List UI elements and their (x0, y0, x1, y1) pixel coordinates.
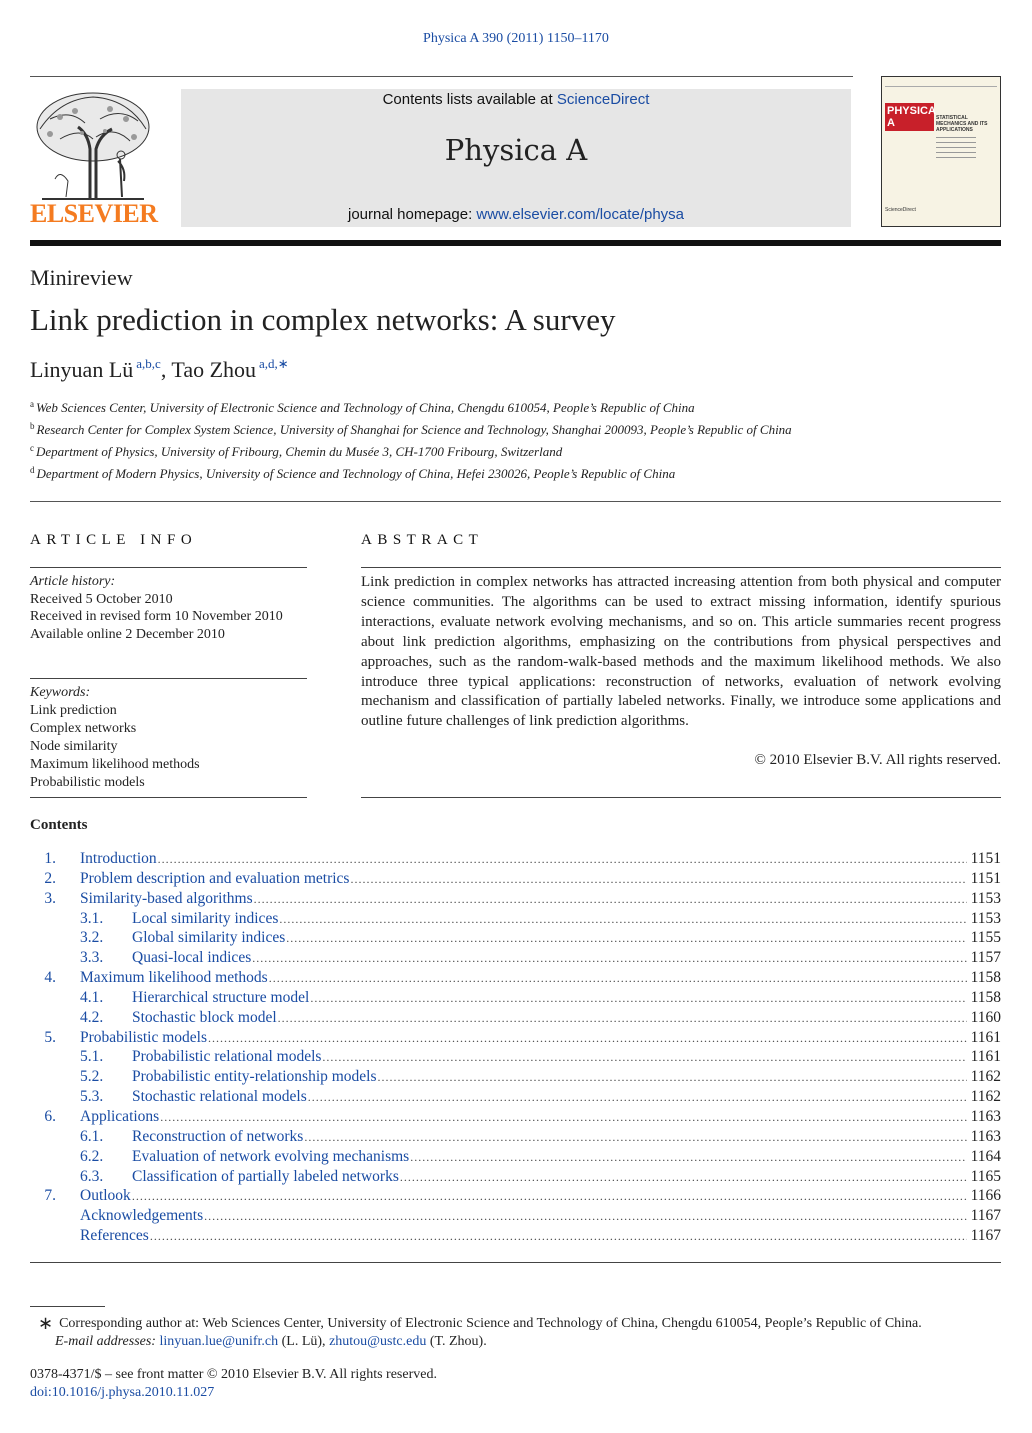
email-link[interactable]: linyuan.lue@unifr.ch (159, 1334, 279, 1349)
toc-entry[interactable] (30, 1187, 1001, 1207)
journal-homepage-link[interactable]: www.elsevier.com/locate/physa (476, 206, 685, 223)
toc-entry[interactable] (30, 850, 1001, 870)
toc-page-number: 1151 (970, 850, 1001, 867)
abstract-text: Link prediction in complex networks has attracted increasing attention from both physical and computer science communities. The algorithms can be used to extract missing information, identify spurious interactions, evaluate network evolving mechanisms, and so on. This article summaries recent progress about link prediction algorithms, emphasizing on the contributions from physical perspectives and approaches, such as the random-walk-based methods and the maximum likelihood methods. We also introduce three typical applications: reconstruction of networks, evaluation of network evolving mechanism and classification of partially labeled networks. Finally, we introduce some applications and outline future challenges of link prediction algorithms. (361, 574, 1001, 730)
toc-page-number: 1167 (970, 1207, 1001, 1225)
toc-entry[interactable] (30, 1088, 1001, 1108)
toc-title-link[interactable]: Stochastic relational models (132, 1088, 307, 1106)
toc-page-number: 1151 (970, 869, 1001, 887)
sciencedirect-link[interactable]: ScienceDirect (556, 91, 650, 108)
divider (30, 567, 307, 568)
doi-link[interactable]: doi:10.1016/j.physa.2010.11.027 (30, 1385, 215, 1400)
elsevier-tree-icon (30, 89, 156, 201)
toc-page-number: 1163 (970, 1127, 1001, 1145)
toc-page-number: 1164 (970, 1147, 1001, 1165)
contents-available-line: Contents lists available at ScienceDirect (382, 91, 650, 108)
toc-title-link[interactable]: Maximum likelihood methods (80, 969, 268, 987)
journal-name: Physica A (444, 133, 588, 167)
toc-page-number: 1161 (970, 1048, 1001, 1066)
toc-page-number: 1163 (970, 1107, 1001, 1125)
divider (361, 797, 1001, 798)
toc-number: 7. (44, 1187, 56, 1205)
author-name: Linyuan Lü (30, 357, 134, 382)
elsevier-logo (30, 89, 156, 229)
toc-leader-dots (269, 971, 967, 986)
toc-page-number: 1155 (970, 929, 1001, 947)
journal-banner (181, 89, 851, 227)
toc-number: 6. (44, 1107, 56, 1125)
corresponding-author-note (30, 1313, 1001, 1334)
toc-title-link[interactable]: Probabilistic relational models (132, 1048, 322, 1066)
toc-title-link[interactable]: Problem description and evaluation metrics (80, 869, 350, 887)
abstract-copyright: © 2010 Elsevier B.V. All rights reserved. (754, 752, 1001, 768)
table-of-contents (30, 850, 1001, 1247)
toc-leader-dots (158, 852, 967, 867)
toc-entry[interactable] (30, 949, 1001, 969)
history-item: Received in revised form 10 November 2010 (30, 609, 283, 624)
keyword: Link prediction (30, 703, 117, 718)
affiliation: $^a$ Web Sciences Center, University of Electronic Science and Technology of China, Chengdu 610054, People’s Republic of China (30, 399, 695, 415)
toc-entry[interactable] (30, 1148, 1001, 1168)
article-history (30, 573, 307, 643)
toc-number: 6.1. (80, 1127, 104, 1145)
toc-leader-dots (208, 1031, 967, 1046)
footnote-star: ∗ (38, 1313, 54, 1333)
email-owner: (T. Zhou). (426, 1334, 487, 1349)
toc-title-link[interactable]: Reconstruction of networks (132, 1127, 304, 1145)
keyword: Node similarity (30, 739, 118, 754)
author-list: Linyuan Lü $^{a,b,c}$, Tao Zhou $^{a,d,∗}$ (30, 356, 289, 382)
history-label: Article history: (30, 574, 116, 589)
article-type: Minireview (30, 265, 133, 290)
email-link[interactable]: zhutou@ustc.edu (329, 1334, 427, 1349)
toc-entry[interactable] (30, 1048, 1001, 1068)
toc-title-link[interactable]: Similarity-based algorithms (80, 889, 253, 907)
keyword: Probabilistic models (30, 775, 145, 790)
toc-title-link[interactable]: References (80, 1227, 149, 1245)
toc-entry[interactable] (30, 969, 1001, 989)
toc-leader-dots (150, 1229, 967, 1244)
toc-page-number: 1157 (970, 949, 1001, 967)
toc-leader-dots (254, 892, 967, 907)
toc-title-link[interactable]: Global similarity indices (132, 929, 286, 947)
toc-title-link[interactable]: Probabilistic models (80, 1028, 208, 1046)
toc-leader-dots (279, 912, 966, 927)
author-affiliation-refs[interactable]: a,b,c (136, 356, 161, 371)
keyword: Complex networks (30, 721, 137, 736)
toc-entry[interactable] (30, 1108, 1001, 1128)
toc-number: 1. (44, 850, 56, 867)
toc-leader-dots (252, 951, 966, 966)
toc-title-link[interactable]: Stochastic block model (132, 1008, 277, 1026)
toc-leader-dots (308, 1090, 967, 1105)
toc-page-number: 1162 (970, 1088, 1001, 1106)
article-title: Link prediction in complex networks: A survey (30, 302, 616, 337)
header-rule (30, 76, 853, 77)
toc-title-link[interactable]: Probabilistic entity-relationship models (132, 1068, 377, 1086)
author-name: Tao Zhou (171, 357, 257, 382)
toc-leader-dots (204, 1209, 966, 1224)
cover-title: PHYSICA A (887, 105, 936, 129)
journal-cover-thumbnail (881, 76, 1001, 227)
toc-number: 5. (44, 1028, 56, 1046)
toc-leader-dots (350, 872, 966, 887)
toc-number: 4.2. (80, 1008, 104, 1026)
divider (30, 678, 307, 679)
toc-entry[interactable] (30, 989, 1001, 1009)
toc-title-link[interactable]: Local similarity indices (132, 909, 279, 927)
journal-citation[interactable]: Physica A 390 (2011) 1150–1170 (423, 31, 609, 46)
toc-number: 3.1. (80, 909, 104, 927)
toc-leader-dots (304, 1130, 966, 1145)
toc-page-number: 1166 (970, 1187, 1001, 1205)
toc-leader-dots (378, 1070, 967, 1085)
toc-leader-dots (410, 1150, 966, 1165)
toc-number: 3. (44, 889, 56, 907)
toc-number: 5.2. (80, 1068, 104, 1086)
toc-page-number: 1153 (970, 909, 1001, 927)
header-thick-rule (30, 240, 1001, 246)
toc-entry[interactable] (30, 1227, 1001, 1247)
toc-leader-dots (160, 1110, 966, 1125)
toc-title-link[interactable]: Outlook (80, 1187, 131, 1205)
toc-leader-dots (132, 1189, 967, 1204)
divider (30, 797, 307, 798)
toc-page-number: 1160 (970, 1008, 1001, 1026)
toc-page-number: 1158 (970, 988, 1001, 1006)
toc-title-link[interactable]: Hierarchical structure model (132, 988, 310, 1006)
toc-leader-dots (278, 1011, 967, 1026)
toc-page-number: 1158 (970, 969, 1001, 987)
toc-title-link[interactable]: Acknowledgements (80, 1207, 204, 1225)
divider (30, 1262, 1001, 1263)
toc-page-number: 1161 (970, 1028, 1001, 1046)
toc-number: 2. (44, 869, 56, 887)
toc-leader-dots (322, 1050, 966, 1065)
toc-page-number: 1162 (970, 1068, 1001, 1086)
history-item: Received 5 October 2010 (30, 591, 173, 607)
toc-title-link[interactable]: Introduction (80, 850, 157, 867)
toc-entry[interactable] (30, 1009, 1001, 1029)
toc-leader-dots (310, 991, 966, 1006)
toc-title-link[interactable]: Applications (80, 1107, 160, 1125)
toc-title-link[interactable]: Quasi-local indices (132, 949, 252, 967)
toc-entry[interactable] (30, 870, 1001, 890)
cover-top-bar (885, 81, 997, 87)
toc-number: 4. (44, 969, 56, 987)
toc-entry[interactable] (30, 1207, 1001, 1227)
toc-page-number: 1167 (970, 1227, 1001, 1245)
divider (30, 501, 1001, 502)
corresponding-text: Corresponding author at: Web Sciences Center, University of Electronic Science and Technology of China, Chengdu 610054, People’s Republic of China. (59, 1316, 922, 1331)
toc-title-link[interactable]: Evaluation of network evolving mechanisms (132, 1147, 410, 1165)
toc-title-link[interactable]: Classification of partially labeled networks (132, 1167, 399, 1185)
toc-entry[interactable] (30, 1128, 1001, 1148)
keyword: Maximum likelihood methods (30, 757, 200, 772)
affiliation: $^b$ Research Center for Complex System Science, University of Shanghai for Science and Technology, Shanghai 200093, People’s Republic of China (30, 421, 792, 437)
toc-entry[interactable] (30, 1029, 1001, 1049)
toc-number: 6.3. (80, 1167, 104, 1185)
keywords-label: Keywords: (30, 685, 91, 700)
footnote-rule (30, 1306, 105, 1307)
toc-page-number: 1153 (970, 889, 1001, 907)
author-affiliation-refs[interactable]: a,d,∗ (259, 356, 289, 371)
affiliation: $^c$ Department of Physics, University of Fribourg, Chemin du Musée 3, CH-1700 Fribourg, Switzerland (30, 443, 563, 459)
toc-page-number: 1165 (970, 1167, 1001, 1185)
toc-entry[interactable] (30, 1068, 1001, 1088)
cover-subtitle: STATISTICAL MECHANICS AND ITS APPLICATIONS (936, 115, 988, 133)
toc-entry[interactable] (30, 910, 1001, 930)
toc-number: 4.1. (80, 988, 104, 1006)
affiliation: $^d$ Department of Modern Physics, University of Science and Technology of China, Hefei 230026, People’s Republic of China (30, 465, 676, 481)
toc-number: 6.2. (80, 1147, 104, 1165)
email-label: E-mail addresses: (55, 1334, 160, 1349)
keywords (30, 684, 307, 792)
elsevier-wordmark: ELSEVIER (30, 199, 158, 228)
cover-editor-lines (936, 137, 976, 162)
toc-leader-dots (286, 931, 966, 946)
contents-heading: Contents (30, 817, 88, 833)
toc-number: 5.3. (80, 1088, 104, 1106)
cover-footer: ScienceDirect (885, 207, 916, 213)
article-info-heading: ARTICLE INFO (30, 532, 198, 548)
toc-entry[interactable] (30, 929, 1001, 949)
abstract-heading: ABSTRACT (361, 532, 484, 548)
email-addresses (55, 1334, 995, 1350)
history-item: Available online 2 December 2010 (30, 626, 225, 642)
divider (361, 567, 1001, 568)
toc-entry[interactable] (30, 890, 1001, 910)
toc-leader-dots (400, 1170, 967, 1185)
journal-homepage-line: journal homepage: www.elsevier.com/locate/physa (347, 206, 685, 223)
toc-number: 3.3. (80, 949, 104, 967)
toc-entry[interactable] (30, 1168, 1001, 1188)
issn-line: 0378-4371/$ – see front matter © 2010 Elsevier B.V. All rights reserved. (30, 1367, 437, 1382)
toc-number: 5.1. (80, 1048, 104, 1066)
toc-number: 3.2. (80, 929, 104, 947)
email-owner: (L. Lü), (278, 1334, 330, 1349)
